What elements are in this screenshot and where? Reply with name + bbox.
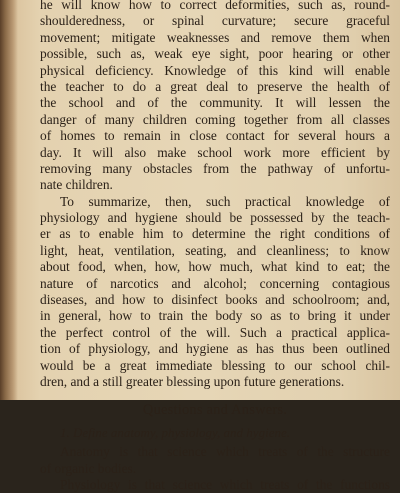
text-line: would be a great immediate blessing to our school chil-: [40, 357, 390, 373]
text-line: nate children.: [40, 177, 113, 193]
page-gutter-shadow: [0, 0, 18, 400]
question-1: 1. Define anatomy, physiology, and hygiene.: [60, 424, 290, 440]
text-line: shoulderedness, or spinal curvature; secure graceful: [40, 13, 390, 29]
text-line: about food, when, how, how much, what kind to eat; the: [40, 259, 390, 275]
text-line: er as to enable him to determine the right conditions of: [40, 226, 390, 242]
text-line: of organic bodies.: [40, 460, 137, 476]
paragraph-summary: [40, 194, 390, 391]
text-line: in general, how to train the body so as to bring it under: [40, 308, 390, 324]
text-line: the school and of the community. It will lessen the: [40, 95, 390, 111]
text-line: the teacher to do a great deal to preserve the health of: [40, 78, 390, 94]
text-line: light, heat, ventilation, seating, and cleanliness; to know: [40, 242, 390, 258]
answer-block: [40, 444, 390, 493]
text-line: possible, such as, weak eye sight, poor hearing or other: [40, 46, 390, 62]
text-line: removing many obstacles from the pathway of unfortu-: [40, 160, 390, 176]
text-line: danger of many children coming together from all classes: [40, 111, 390, 127]
page-text: [40, 0, 390, 493]
text-line: he will know how to correct deformities, such as, round-: [40, 0, 390, 12]
text-line: dren, and a still greater blessing upon future generations.: [40, 373, 345, 389]
text-line: movement; mitigate weaknesses and remove them when: [40, 29, 390, 45]
text-line: physiology and hygiene should be possessed by the teach-: [40, 210, 390, 226]
text-line: the perfect control of the will. Such a practical applica-: [40, 324, 390, 340]
section-heading: Questions and Answers.: [142, 402, 288, 419]
text-line: of homes to remain in close contact for several hours a: [40, 128, 390, 144]
text-line: day. It will also make school work more efficient by: [40, 144, 390, 160]
text-line: nature of narcotics and alcohol; concerning contagious: [40, 275, 390, 291]
text-line: Physiology is that science which treats of the functions: [60, 476, 390, 492]
paragraph-deformities: [40, 0, 390, 194]
text-line: diseases, and how to disinfect books and schoolroom; and,: [40, 292, 390, 308]
text-line: tion of physiology, and hygiene as has thus been outlined: [40, 341, 390, 357]
text-line: To summarize, then, such practical knowledge of: [60, 193, 390, 209]
text-line: Anatomy is that science which treats of the structure: [60, 444, 390, 460]
text-line: physical deficiency. Knowledge of this kind will enable: [40, 62, 390, 78]
